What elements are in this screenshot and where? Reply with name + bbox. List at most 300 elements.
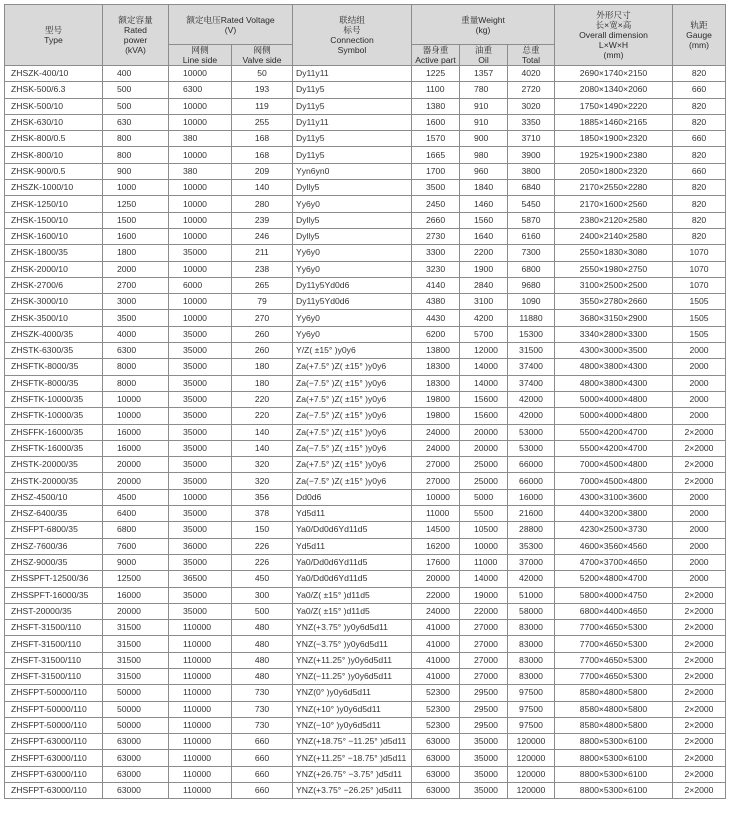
cell-valve-side: 140 (232, 424, 293, 440)
cell-gauge: 2×2000 (673, 457, 726, 473)
table-row (5, 163, 726, 179)
cell-gauge: 2000 (673, 359, 726, 375)
cell-total-weight: 3800 (508, 163, 555, 179)
cell-overall-dimension: 8580×4800×5800 (555, 685, 673, 701)
cell-connection-symbol: YNZ(−11.25° )y0y6d5d11 (293, 668, 412, 684)
cell-connection-symbol: Yy6y0 (293, 261, 412, 277)
cell-active-part-weight: 52300 (412, 717, 460, 733)
cell-valve-side: 480 (232, 668, 293, 684)
cell-overall-dimension: 4700×3700×4650 (555, 554, 673, 570)
cell-overall-dimension: 4800×3800×4300 (555, 359, 673, 375)
cell-model: ZHST-20000/35 (5, 603, 103, 619)
cell-rated-power: 31500 (103, 620, 169, 636)
cell-oil-weight: 14000 (460, 375, 508, 391)
table-row (5, 538, 726, 554)
header-rated-power: 额定容量 Rated power (kVA) (103, 5, 169, 66)
cell-gauge: 820 (673, 114, 726, 130)
cell-overall-dimension: 4400×3200×3800 (555, 506, 673, 522)
cell-rated-power: 400 (103, 66, 169, 82)
cell-oil-weight: 3100 (460, 294, 508, 310)
cell-line-side: 35000 (169, 506, 232, 522)
cell-model: ZHSZK-400/10 (5, 66, 103, 82)
table-header (5, 5, 726, 66)
cell-line-side: 6300 (169, 82, 232, 98)
header-rated-voltage: 额定电压Rated Voltage (V) (169, 5, 293, 45)
cell-active-part-weight: 4430 (412, 310, 460, 326)
cell-overall-dimension: 2690×1740×2150 (555, 66, 673, 82)
cell-total-weight: 83000 (508, 636, 555, 652)
cell-gauge: 2×2000 (673, 636, 726, 652)
cell-valve-side: 280 (232, 196, 293, 212)
cell-line-side: 10000 (169, 228, 232, 244)
table-row (5, 359, 726, 375)
cell-total-weight: 53000 (508, 440, 555, 456)
cell-overall-dimension: 4300×3100×3600 (555, 489, 673, 505)
cell-overall-dimension: 1925×1900×2380 (555, 147, 673, 163)
cell-model: ZHSFTK-8000/35 (5, 359, 103, 375)
cell-valve-side: 246 (232, 228, 293, 244)
cell-total-weight: 42000 (508, 391, 555, 407)
cell-active-part-weight: 1700 (412, 163, 460, 179)
cell-gauge: 2×2000 (673, 440, 726, 456)
cell-connection-symbol: Yy6y0 (293, 310, 412, 326)
cell-total-weight: 11880 (508, 310, 555, 326)
cell-oil-weight: 1840 (460, 180, 508, 196)
cell-line-side: 35000 (169, 391, 232, 407)
cell-active-part-weight: 27000 (412, 457, 460, 473)
cell-oil-weight: 35000 (460, 734, 508, 750)
cell-active-part-weight: 3230 (412, 261, 460, 277)
header-weight: 重量Weight (kg) (412, 5, 555, 45)
cell-active-part-weight: 22000 (412, 587, 460, 603)
cell-total-weight: 2720 (508, 82, 555, 98)
cell-model: ZHSSPFT-12500/36 (5, 571, 103, 587)
cell-oil-weight: 2200 (460, 245, 508, 261)
cell-gauge: 2000 (673, 538, 726, 554)
cell-total-weight: 83000 (508, 620, 555, 636)
cell-oil-weight: 27000 (460, 620, 508, 636)
cell-rated-power: 1250 (103, 196, 169, 212)
cell-connection-symbol: Ya0/Dd0d6Yd11d5 (293, 522, 412, 538)
cell-line-side: 35000 (169, 457, 232, 473)
cell-oil-weight: 900 (460, 131, 508, 147)
cell-active-part-weight: 41000 (412, 636, 460, 652)
cell-line-side: 110000 (169, 717, 232, 733)
cell-valve-side: 320 (232, 457, 293, 473)
cell-valve-side: 150 (232, 522, 293, 538)
cell-rated-power: 1600 (103, 228, 169, 244)
cell-overall-dimension: 1850×1900×2320 (555, 131, 673, 147)
cell-total-weight: 5870 (508, 212, 555, 228)
table-row (5, 228, 726, 244)
cell-overall-dimension: 3680×3150×2900 (555, 310, 673, 326)
cell-overall-dimension: 3100×2500×2500 (555, 277, 673, 293)
cell-oil-weight: 25000 (460, 457, 508, 473)
cell-rated-power: 20000 (103, 603, 169, 619)
cell-total-weight: 42000 (508, 571, 555, 587)
cell-valve-side: 238 (232, 261, 293, 277)
cell-rated-power: 8000 (103, 359, 169, 375)
cell-total-weight: 1090 (508, 294, 555, 310)
cell-total-weight: 3710 (508, 131, 555, 147)
cell-connection-symbol: Za(+7.5° )Z( ±15° )y0y6 (293, 391, 412, 407)
cell-total-weight: 21600 (508, 506, 555, 522)
cell-gauge: 2000 (673, 554, 726, 570)
cell-active-part-weight: 41000 (412, 668, 460, 684)
cell-total-weight: 120000 (508, 783, 555, 799)
table-row (5, 473, 726, 489)
cell-overall-dimension: 3340×2800×3300 (555, 326, 673, 342)
cell-valve-side: 660 (232, 750, 293, 766)
cell-total-weight: 97500 (508, 685, 555, 701)
table-row (5, 82, 726, 98)
cell-connection-symbol: YNZ(+11.25° )y0y6d5d11 (293, 652, 412, 668)
cell-active-part-weight: 19800 (412, 391, 460, 407)
cell-overall-dimension: 2400×2140×2580 (555, 228, 673, 244)
header-total: 总重 Total (508, 45, 555, 66)
cell-line-side: 10000 (169, 261, 232, 277)
cell-active-part-weight: 52300 (412, 685, 460, 701)
cell-total-weight: 4020 (508, 66, 555, 82)
cell-active-part-weight: 63000 (412, 734, 460, 750)
cell-active-part-weight: 1600 (412, 114, 460, 130)
cell-gauge: 1070 (673, 277, 726, 293)
cell-active-part-weight: 41000 (412, 620, 460, 636)
table-row (5, 277, 726, 293)
cell-line-side: 6000 (169, 277, 232, 293)
table-row (5, 294, 726, 310)
cell-active-part-weight: 1225 (412, 66, 460, 82)
cell-active-part-weight: 24000 (412, 440, 460, 456)
cell-line-side: 35000 (169, 359, 232, 375)
cell-line-side: 110000 (169, 701, 232, 717)
table-row (5, 489, 726, 505)
cell-total-weight: 6160 (508, 228, 555, 244)
cell-line-side: 110000 (169, 636, 232, 652)
cell-valve-side: 270 (232, 310, 293, 326)
cell-rated-power: 3500 (103, 310, 169, 326)
cell-oil-weight: 35000 (460, 783, 508, 799)
cell-rated-power: 6300 (103, 343, 169, 359)
cell-overall-dimension: 5000×4000×4800 (555, 408, 673, 424)
table-row (5, 783, 726, 799)
cell-active-part-weight: 16200 (412, 538, 460, 554)
cell-overall-dimension: 2080×1340×2060 (555, 82, 673, 98)
spec-table-container (4, 4, 726, 799)
cell-connection-symbol: Dy11y11 (293, 66, 412, 82)
cell-gauge: 2000 (673, 571, 726, 587)
cell-active-part-weight: 11000 (412, 506, 460, 522)
cell-total-weight: 16000 (508, 489, 555, 505)
cell-model: ZHSTK-20000/35 (5, 457, 103, 473)
cell-oil-weight: 980 (460, 147, 508, 163)
cell-oil-weight: 19000 (460, 587, 508, 603)
table-row (5, 522, 726, 538)
table-row (5, 343, 726, 359)
cell-gauge: 2000 (673, 489, 726, 505)
table-row (5, 424, 726, 440)
cell-connection-symbol: Yd5d11 (293, 506, 412, 522)
header-valve-side: 阀侧 Valve side (232, 45, 293, 66)
cell-gauge: 1070 (673, 245, 726, 261)
cell-oil-weight: 29500 (460, 717, 508, 733)
cell-total-weight: 3020 (508, 98, 555, 114)
cell-rated-power: 20000 (103, 473, 169, 489)
table-row (5, 734, 726, 750)
cell-rated-power: 3000 (103, 294, 169, 310)
cell-connection-symbol: Za(−7.5° )Z( ±15° )y0y6 (293, 440, 412, 456)
cell-valve-side: 193 (232, 82, 293, 98)
cell-overall-dimension: 7700×4650×5300 (555, 652, 673, 668)
cell-model: ZHSFT-31500/110 (5, 652, 103, 668)
cell-connection-symbol: Za(−7.5° )Z( ±15° )y0y6 (293, 408, 412, 424)
cell-line-side: 10000 (169, 114, 232, 130)
cell-active-part-weight: 6200 (412, 326, 460, 342)
cell-connection-symbol: Dylly5 (293, 180, 412, 196)
cell-total-weight: 58000 (508, 603, 555, 619)
table-row (5, 408, 726, 424)
cell-valve-side: 180 (232, 375, 293, 391)
cell-gauge: 820 (673, 98, 726, 114)
cell-total-weight: 37000 (508, 554, 555, 570)
cell-gauge: 1505 (673, 326, 726, 342)
cell-valve-side: 226 (232, 554, 293, 570)
table-row (5, 98, 726, 114)
cell-valve-side: 730 (232, 701, 293, 717)
cell-line-side: 110000 (169, 685, 232, 701)
cell-connection-symbol: Dy11y5 (293, 131, 412, 147)
cell-connection-symbol: YNZ(+18.75° −11.25° )d5d11 (293, 734, 412, 750)
cell-oil-weight: 10000 (460, 538, 508, 554)
cell-rated-power: 20000 (103, 457, 169, 473)
cell-oil-weight: 4200 (460, 310, 508, 326)
cell-valve-side: 180 (232, 359, 293, 375)
cell-connection-symbol: YNZ(+11.25° −18.75° )d5d11 (293, 750, 412, 766)
cell-line-side: 35000 (169, 554, 232, 570)
table-row (5, 766, 726, 782)
table-row (5, 636, 726, 652)
cell-line-side: 110000 (169, 652, 232, 668)
cell-overall-dimension: 7700×4650×5300 (555, 620, 673, 636)
cell-valve-side: 660 (232, 766, 293, 782)
cell-rated-power: 16000 (103, 440, 169, 456)
cell-model: ZHSK-3000/10 (5, 294, 103, 310)
cell-total-weight: 120000 (508, 750, 555, 766)
cell-total-weight: 5450 (508, 196, 555, 212)
table-row (5, 131, 726, 147)
cell-oil-weight: 14000 (460, 359, 508, 375)
table-body (5, 66, 726, 799)
cell-gauge: 2×2000 (673, 652, 726, 668)
cell-connection-symbol: Za(−7.5° )Z( ±15° )y0y6 (293, 375, 412, 391)
cell-valve-side: 168 (232, 131, 293, 147)
cell-gauge: 1505 (673, 294, 726, 310)
cell-valve-side: 480 (232, 652, 293, 668)
cell-oil-weight: 29500 (460, 701, 508, 717)
cell-gauge: 2×2000 (673, 668, 726, 684)
cell-valve-side: 450 (232, 571, 293, 587)
cell-rated-power: 63000 (103, 766, 169, 782)
cell-oil-weight: 15600 (460, 408, 508, 424)
cell-connection-symbol: Dy11y5Yd0d6 (293, 277, 412, 293)
cell-active-part-weight: 63000 (412, 766, 460, 782)
cell-overall-dimension: 7700×4650×5300 (555, 668, 673, 684)
cell-total-weight: 120000 (508, 766, 555, 782)
cell-line-side: 35000 (169, 522, 232, 538)
cell-total-weight: 31500 (508, 343, 555, 359)
cell-line-side: 35000 (169, 408, 232, 424)
cell-line-side: 380 (169, 163, 232, 179)
table-row (5, 750, 726, 766)
cell-oil-weight: 27000 (460, 652, 508, 668)
cell-line-side: 35000 (169, 375, 232, 391)
cell-overall-dimension: 5000×4000×4800 (555, 391, 673, 407)
cell-connection-symbol: Yy6y0 (293, 245, 412, 261)
cell-oil-weight: 5500 (460, 506, 508, 522)
cell-total-weight: 66000 (508, 457, 555, 473)
table-row (5, 212, 726, 228)
cell-gauge: 2×2000 (673, 701, 726, 717)
cell-model: ZHSFPT-63000/110 (5, 750, 103, 766)
cell-model: ZHSFPT-6800/35 (5, 522, 103, 538)
cell-model: ZHSK-900/0.5 (5, 163, 103, 179)
cell-rated-power: 7600 (103, 538, 169, 554)
cell-model: ZHSK-800/10 (5, 147, 103, 163)
cell-gauge: 2×2000 (673, 717, 726, 733)
cell-model: ZHSZ-9000/35 (5, 554, 103, 570)
cell-overall-dimension: 2380×2120×2580 (555, 212, 673, 228)
cell-line-side: 110000 (169, 620, 232, 636)
cell-total-weight: 6800 (508, 261, 555, 277)
cell-valve-side: 260 (232, 343, 293, 359)
cell-valve-side: 356 (232, 489, 293, 505)
cell-rated-power: 500 (103, 82, 169, 98)
cell-overall-dimension: 6800×4400×4650 (555, 603, 673, 619)
cell-rated-power: 31500 (103, 668, 169, 684)
cell-model: ZHSK-2000/10 (5, 261, 103, 277)
cell-oil-weight: 22000 (460, 603, 508, 619)
cell-model: ZHSFPT-50000/110 (5, 701, 103, 717)
cell-gauge: 2×2000 (673, 783, 726, 799)
cell-connection-symbol: Ya0/Dd0d6Yd11d5 (293, 571, 412, 587)
cell-overall-dimension: 7000×4500×4800 (555, 473, 673, 489)
table-row (5, 620, 726, 636)
cell-model: ZHSFT-31500/110 (5, 668, 103, 684)
cell-active-part-weight: 10000 (412, 489, 460, 505)
cell-active-part-weight: 1100 (412, 82, 460, 98)
cell-active-part-weight: 3500 (412, 180, 460, 196)
cell-active-part-weight: 18300 (412, 359, 460, 375)
cell-model: ZHSK-630/10 (5, 114, 103, 130)
cell-model: ZHSFT-31500/110 (5, 620, 103, 636)
cell-valve-side: 209 (232, 163, 293, 179)
cell-active-part-weight: 19800 (412, 408, 460, 424)
cell-line-side: 10000 (169, 66, 232, 82)
cell-active-part-weight: 4380 (412, 294, 460, 310)
cell-active-part-weight: 1380 (412, 98, 460, 114)
cell-line-side: 35000 (169, 245, 232, 261)
cell-active-part-weight: 63000 (412, 750, 460, 766)
cell-model: ZHSK-1800/35 (5, 245, 103, 261)
cell-gauge: 660 (673, 163, 726, 179)
cell-rated-power: 31500 (103, 636, 169, 652)
cell-active-part-weight: 3300 (412, 245, 460, 261)
cell-oil-weight: 780 (460, 82, 508, 98)
cell-line-side: 36000 (169, 538, 232, 554)
table-row (5, 391, 726, 407)
cell-rated-power: 9000 (103, 554, 169, 570)
cell-valve-side: 168 (232, 147, 293, 163)
cell-line-side: 110000 (169, 668, 232, 684)
table-row (5, 180, 726, 196)
cell-overall-dimension: 8800×5300×6100 (555, 766, 673, 782)
cell-rated-power: 16000 (103, 587, 169, 603)
cell-rated-power: 6400 (103, 506, 169, 522)
header-model: 型号 Type (5, 5, 103, 66)
cell-oil-weight: 5700 (460, 326, 508, 342)
cell-gauge: 820 (673, 180, 726, 196)
cell-model: ZHSK-1250/10 (5, 196, 103, 212)
cell-rated-power: 8000 (103, 375, 169, 391)
cell-model: ZHSK-3500/10 (5, 310, 103, 326)
cell-oil-weight: 35000 (460, 766, 508, 782)
cell-line-side: 10000 (169, 489, 232, 505)
cell-rated-power: 10000 (103, 391, 169, 407)
cell-oil-weight: 20000 (460, 440, 508, 456)
cell-rated-power: 10000 (103, 408, 169, 424)
cell-connection-symbol: YNZ(+10° )y0y6d5d11 (293, 701, 412, 717)
cell-model: ZHSFPT-50000/110 (5, 717, 103, 733)
cell-line-side: 35000 (169, 440, 232, 456)
cell-line-side: 35000 (169, 343, 232, 359)
cell-overall-dimension: 2550×1980×2750 (555, 261, 673, 277)
cell-line-side: 110000 (169, 750, 232, 766)
cell-connection-symbol: Dylly5 (293, 228, 412, 244)
cell-model: ZHSZK-4000/35 (5, 326, 103, 342)
cell-oil-weight: 29500 (460, 685, 508, 701)
table-row (5, 326, 726, 342)
cell-rated-power: 500 (103, 98, 169, 114)
cell-rated-power: 6800 (103, 522, 169, 538)
cell-line-side: 10000 (169, 180, 232, 196)
cell-valve-side: 660 (232, 734, 293, 750)
table-row (5, 685, 726, 701)
cell-oil-weight: 1640 (460, 228, 508, 244)
cell-connection-symbol: Y/Z( ±15° )y0y6 (293, 343, 412, 359)
cell-line-side: 35000 (169, 424, 232, 440)
cell-connection-symbol: Za(+7.5° )Z( ±15° )y0y6 (293, 359, 412, 375)
cell-active-part-weight: 18300 (412, 375, 460, 391)
cell-line-side: 10000 (169, 310, 232, 326)
cell-oil-weight: 14000 (460, 571, 508, 587)
cell-connection-symbol: Za(+7.5° )Z( ±15° )y0y6 (293, 424, 412, 440)
cell-gauge: 2×2000 (673, 473, 726, 489)
cell-model: ZHSFTK-10000/35 (5, 408, 103, 424)
cell-model: ZHSFPT-63000/110 (5, 734, 103, 750)
cell-connection-symbol: Za(+7.5° )Z( ±15° )y0y6 (293, 457, 412, 473)
cell-connection-symbol: Ya0/Dd0d6Yd11d5 (293, 554, 412, 570)
cell-active-part-weight: 2450 (412, 196, 460, 212)
table-row (5, 457, 726, 473)
cell-valve-side: 265 (232, 277, 293, 293)
cell-rated-power: 50000 (103, 717, 169, 733)
cell-rated-power: 800 (103, 147, 169, 163)
cell-active-part-weight: 4140 (412, 277, 460, 293)
cell-overall-dimension: 4300×3000×3500 (555, 343, 673, 359)
cell-oil-weight: 15600 (460, 391, 508, 407)
cell-oil-weight: 1460 (460, 196, 508, 212)
cell-gauge: 2×2000 (673, 750, 726, 766)
